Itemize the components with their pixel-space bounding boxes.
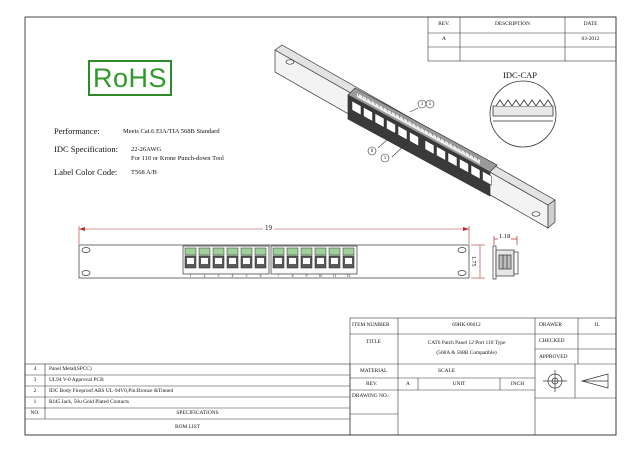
date-header: DATE	[583, 21, 598, 27]
rev-header: REV.	[438, 21, 450, 27]
port-number-6: 6	[259, 274, 262, 278]
projection-symbol	[543, 370, 608, 392]
height-dimension-text: 1.75	[470, 256, 476, 267]
spec-value-performance: Meets Cat.6 EIA/TIA 568B Standard	[123, 128, 220, 135]
rev-value: A	[442, 36, 446, 42]
unit-label: UNIT	[452, 381, 466, 387]
title-label: TITLE	[366, 339, 381, 345]
bom-row-4-spec: Panel Metal(SPCC)	[49, 366, 92, 372]
spec-label-color-code: Label Color Code:	[54, 167, 118, 177]
title-line1: CAT6 Patch Panel 12 Port 110 Type	[427, 340, 506, 346]
drawing-no-label: DRAWING NO.:	[352, 393, 390, 399]
bom-row-2-spec: IDC Body Fireproof ABS UL-94V0,Pin:Bronze &Tinned	[49, 388, 174, 394]
front-port	[343, 248, 354, 268]
front-port	[185, 248, 196, 268]
drawer-value: JL	[594, 322, 600, 328]
front-port	[329, 248, 340, 268]
spec-value-color-code: T568 A/B	[131, 169, 157, 176]
port-number-3: 3	[217, 274, 220, 278]
width-dimension	[79, 226, 469, 244]
bom-row-3-no: 3	[33, 377, 37, 383]
idc-cap-label: IDC-CAP	[503, 70, 538, 80]
port-number-2: 2	[203, 274, 206, 278]
rev-label: REV.	[366, 381, 378, 387]
depth-dimension-text: 1.18	[499, 233, 511, 240]
port-number-10: 10	[318, 274, 323, 278]
rohs-logo-text: RoHS	[92, 62, 168, 93]
width-dimension-text: 19	[265, 224, 272, 232]
date-value: 03-2012	[581, 36, 600, 42]
port-number-12: 12	[346, 274, 351, 278]
title-block-grid	[350, 318, 616, 435]
callout-1: 1	[383, 156, 387, 161]
bom-no-header: NO.	[30, 410, 40, 416]
callout-5: 5	[428, 102, 432, 107]
approved-label: APPROVED	[539, 354, 568, 360]
bom-row-1-spec: RJ45 Jack, 50u Gold Plated Contacts	[49, 399, 129, 405]
port-number-8: 8	[291, 274, 294, 278]
front-port	[301, 248, 312, 268]
item-number-label: ITEM NUMBER	[352, 322, 390, 328]
bom-footer: BOM LIST	[174, 424, 200, 430]
scale-label: SCALE	[438, 368, 456, 374]
material-label: MATERIAL	[360, 368, 388, 374]
description-header: DESCRIPTION	[494, 21, 531, 27]
bom-row-4-no: 4	[33, 366, 37, 372]
front-port	[241, 248, 252, 268]
front-port	[227, 248, 238, 268]
bom-row-3-spec: UL94 V-0 Approval PCB	[49, 377, 104, 383]
callout-3: 3	[420, 102, 424, 107]
title-line2: (568A & 568B Compatible)	[436, 350, 497, 356]
front-port	[199, 248, 210, 268]
bom-spec-header: SPECIFICATIONS	[176, 410, 219, 416]
front-port	[255, 248, 266, 268]
unit-value: INCH	[510, 381, 525, 387]
port-number-11: 11	[332, 274, 337, 278]
port-number-4: 4	[231, 274, 234, 278]
spec-label-performance: Performance:	[54, 126, 100, 136]
port-number-1: 1	[189, 274, 192, 278]
front-port	[273, 248, 284, 268]
rohs-logo	[88, 60, 172, 96]
callout-6: 6	[370, 149, 374, 154]
item-number-value: 69HK-06012	[452, 322, 481, 328]
port-number-5: 5	[245, 274, 248, 278]
port-number-9: 9	[305, 274, 308, 278]
spec-value-idc-tool: For 110 or Krone Punch-down Tool	[131, 155, 224, 162]
front-port	[213, 248, 224, 268]
bom-row-1-no: 1	[33, 399, 37, 405]
side-view	[493, 233, 518, 279]
bom-row-2-no: 2	[33, 388, 37, 394]
drawer-label: DRAWER	[539, 322, 562, 328]
front-port	[315, 248, 326, 268]
spec-value-idc: 22-26AWG	[131, 146, 162, 153]
idc-cap-detail	[490, 81, 556, 147]
checked-label: CHECKED	[539, 338, 565, 344]
rev-block-value: A	[406, 381, 410, 387]
port-number-7: 7	[277, 274, 280, 278]
front-port	[287, 248, 298, 268]
spec-label-idc: IDC Specification:	[54, 144, 118, 154]
